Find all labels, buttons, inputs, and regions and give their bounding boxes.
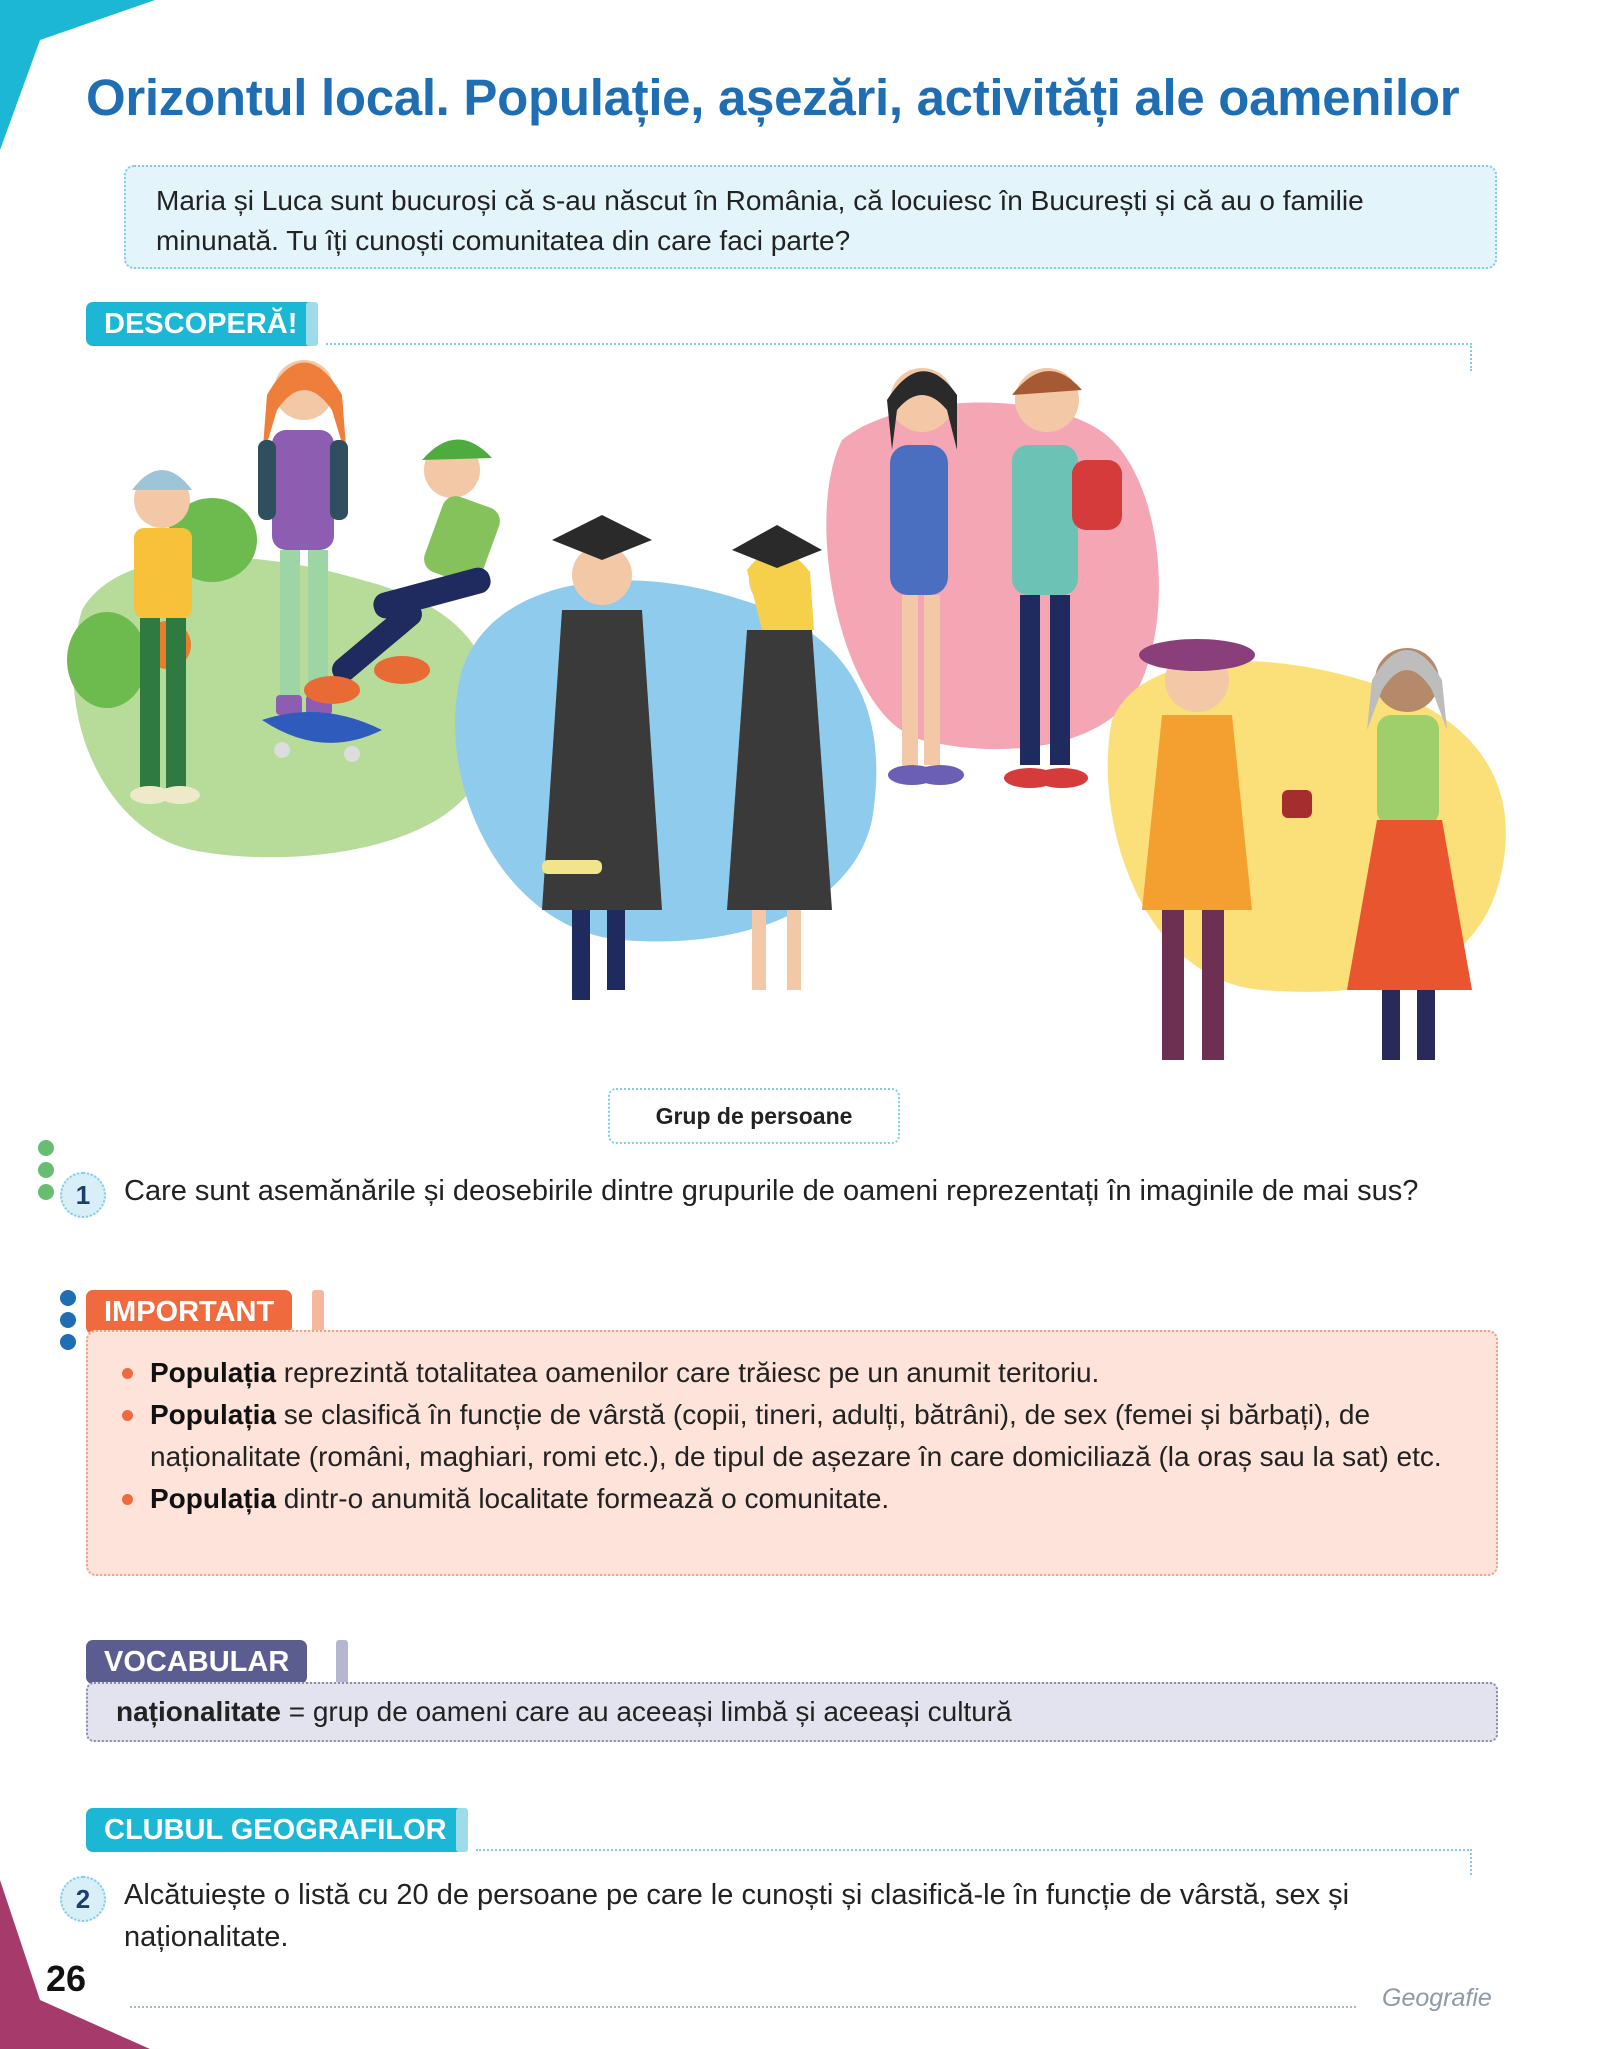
page-title: Orizontul local. Populație, așezări, activități ale oamenilor bbox=[86, 69, 1460, 126]
important-dots bbox=[60, 1290, 78, 1356]
question-number-badge: 1 bbox=[60, 1172, 106, 1218]
term-bold: Populația bbox=[150, 1399, 277, 1430]
item-text: se clasifică în funcție de vârstă (copii, tineri, adulți, bătrâni), de sex (femei și bărbați), de naționalitate (români, maghiari, romi etc.), de tipul de așezare în care domiciliază (la oraș sau la sat) etc. bbox=[150, 1399, 1442, 1472]
section-tab-vocabular: VOCABULAR bbox=[86, 1640, 307, 1684]
vocabulary-term: naționalitate bbox=[116, 1696, 281, 1727]
item-text: reprezintă totalitatea oamenilor care trăiesc pe un anumit teritoriu. bbox=[276, 1357, 1100, 1388]
question-2-text: Alcătuiește o listă cu 20 de persoane pe care le cunoști și clasifică-le în funcție de vârstă, sex și naționalitate. bbox=[124, 1879, 1350, 1953]
section-tab-descopera: DESCOPERĂ! bbox=[86, 302, 315, 346]
footer-divider bbox=[130, 2006, 1356, 2008]
important-box bbox=[86, 1330, 1498, 1576]
question-1-text: Care sunt asemănările și deosebirile dintre grupurile de oameni reprezentați în imaginile de mai sus? bbox=[124, 1175, 1419, 1207]
section-tab-stripe bbox=[336, 1640, 348, 1684]
elderly-group bbox=[1108, 639, 1506, 1060]
page-number: 26 bbox=[46, 1958, 87, 1999]
footer-subject: Geografie bbox=[1382, 1984, 1492, 2012]
people-groups-illustration bbox=[62, 350, 1522, 1090]
section-tab-important: IMPORTANT bbox=[86, 1290, 292, 1334]
section-divider bbox=[326, 343, 1472, 345]
children-group bbox=[67, 360, 504, 857]
section-tab-stripe bbox=[306, 302, 318, 346]
term-bold: Populația bbox=[150, 1357, 277, 1388]
important-list bbox=[118, 1352, 1468, 1520]
section-divider bbox=[476, 1849, 1472, 1851]
teenagers-group bbox=[826, 368, 1159, 788]
section-divider-hook bbox=[1470, 1849, 1472, 1875]
vocabulary-box bbox=[86, 1682, 1498, 1742]
list-item bbox=[118, 1352, 1468, 1394]
section-tab-stripe bbox=[312, 1290, 324, 1334]
question-dots-green bbox=[38, 1140, 56, 1206]
item-text: dintr-o anumită localitate formează o comunitate. bbox=[276, 1483, 890, 1514]
graduates-group bbox=[455, 515, 876, 1000]
intro-text: Maria și Luca sunt bucuroși că s-au născut în România, că locuiesc în București și că au o familie minunată. Tu îți cunoști comunitatea din care faci parte? bbox=[124, 165, 1497, 269]
question-number-badge: 2 bbox=[60, 1876, 106, 1922]
list-item bbox=[118, 1478, 1468, 1520]
term-bold: Populația bbox=[150, 1483, 277, 1514]
list-item bbox=[118, 1394, 1468, 1478]
section-tab-club: CLUBUL GEOGRAFILOR bbox=[86, 1808, 465, 1852]
vocabulary-definition: = grup de oameni care au aceeași limbă și aceeași cultură bbox=[280, 1696, 1012, 1727]
illustration-caption: Grup de persoane bbox=[608, 1088, 900, 1144]
section-tab-stripe bbox=[456, 1808, 468, 1852]
